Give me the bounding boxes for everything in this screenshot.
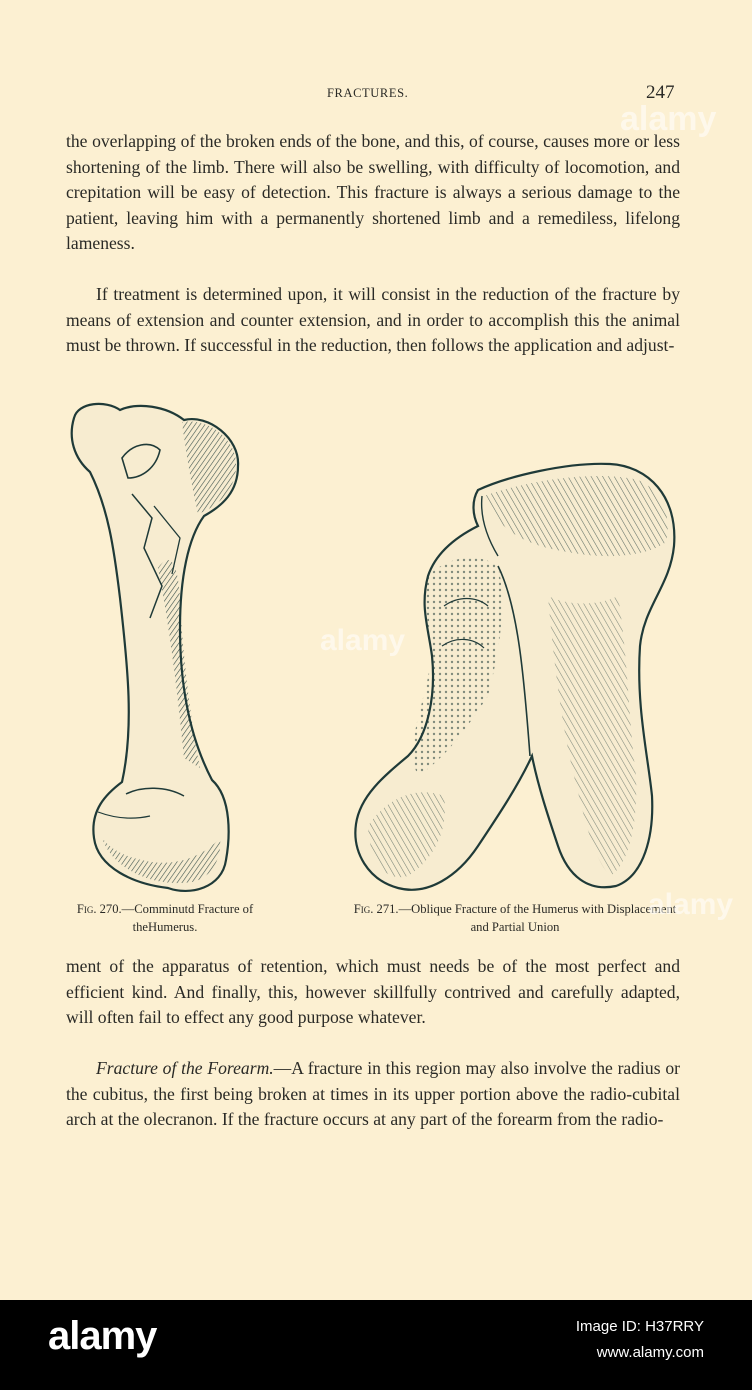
alamy-url: www.alamy.com xyxy=(596,1344,704,1361)
paragraph-2-text: If treatment is determined upon, it will consist in the reduction of the fracture by means of extension and counter extension, and in order to accomplish this the animal must be thrown. If successful in the reduction, then follows the application and adjust- xyxy=(66,284,680,356)
paragraph-2 xyxy=(66,282,680,359)
section-heading-forearm: Fracture of the Forearm. xyxy=(96,1058,274,1078)
watermark-top: alamy xyxy=(620,100,717,138)
figure-270-caption xyxy=(60,900,270,936)
figure-271-caption-text: —Oblique Fracture of the Humerus with Displacement and Partial Union xyxy=(398,902,677,934)
paragraph-4 xyxy=(66,1056,680,1133)
figure-271-label: Fig. 271. xyxy=(353,902,399,916)
figure-270-humerus-illustration xyxy=(62,398,247,896)
running-title: FRACTURES. xyxy=(327,86,409,100)
alamy-logo: alamy xyxy=(48,1314,157,1358)
figure-270-label: Fig. 270. xyxy=(76,902,122,916)
paragraph-4-text: —A fracture in this region may also involve the radius or the cubitus, the first being broken at times in its upper portion above the radio-cubital arch at the olecranon. If the fracture occurs at any part of the forearm from the radio- xyxy=(66,1058,680,1130)
paragraph-1: the overlapping of the broken ends of the bone, and this, of course, causes more or less shortening of the limb. There will also be swelling, with difficulty of locomotion, and crepitation will be easy of detection. This fracture is always a serious damage to the patient, leaving him with a permanently shortened limb and a remediless, lifelong lameness. xyxy=(66,131,680,254)
paragraph-3: ment of the apparatus of retention, which must needs be of the most perfect and efficient kind. And finally, this, however skillfully contrived and carefully adapted, will often fail to effect any good purpose whatever. xyxy=(66,956,680,1028)
page-number: 247 xyxy=(646,82,675,103)
watermark-caption: alamy xyxy=(648,888,734,921)
figure-271-caption xyxy=(350,900,680,936)
figure-270-caption-text: —Comminutd Fracture of theHumerus. xyxy=(121,902,254,934)
image-id: Image ID: H37RRY xyxy=(575,1318,704,1335)
watermark-middle: alamy xyxy=(320,624,406,657)
figure-271-humerus-illustration xyxy=(348,456,684,898)
